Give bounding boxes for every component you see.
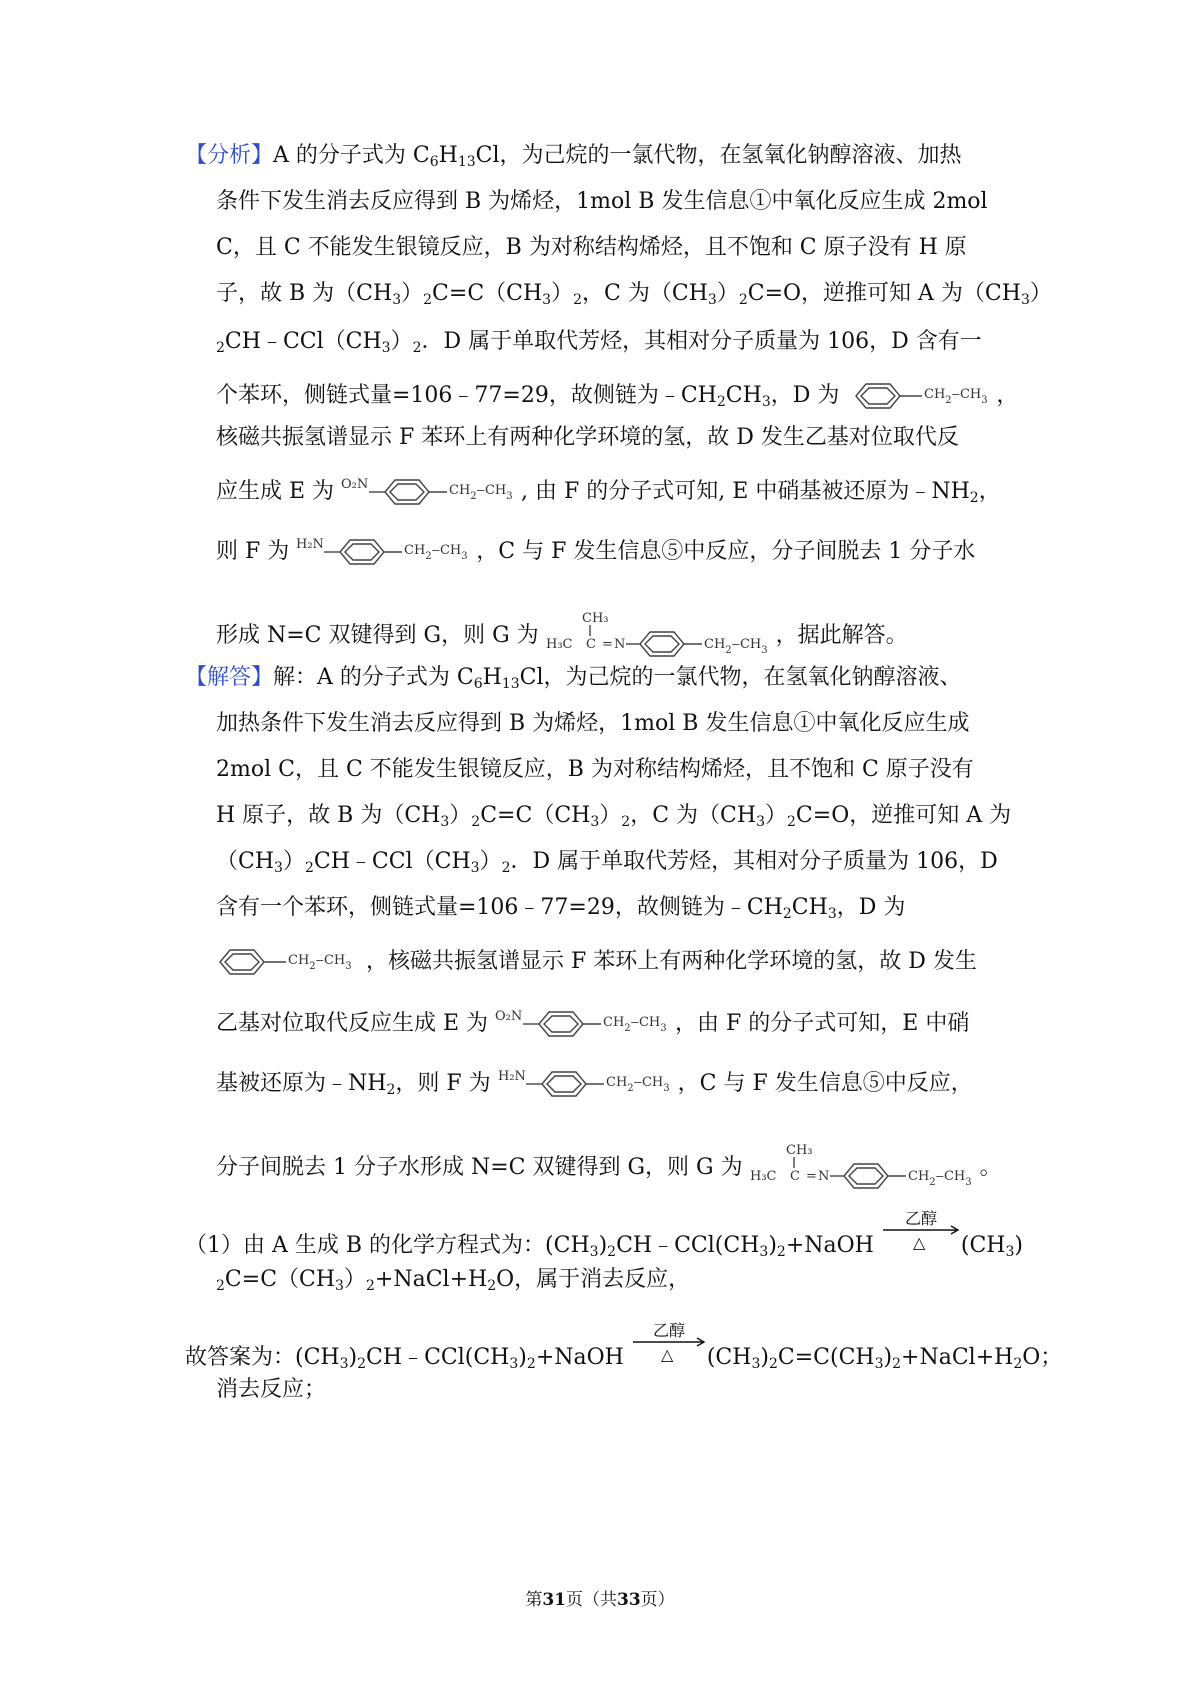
svg-text:H₂N: H₂N — [497, 1069, 526, 1084]
svg-text:C: C — [585, 637, 596, 652]
svg-text:CH2‒CH3: $CH_2‒CH_3$ — [907, 1169, 972, 1188]
analysis-line-8: 应生成 E 为 O₂N $CH_2‒CH_3$ , 由 F 的分子式可知, E 中硝基被还原为$﹣NH_2$， — [216, 474, 1001, 510]
svg-text:乙醇: 乙醇 — [652, 1321, 685, 1340]
analysis-line-5: $_2CH﹣CCl(CH_3)_2$．D 属于单取代芳烃，其相对分子质量为 106，D 含有一 — [216, 329, 982, 356]
answer-line-8: 乙基对位取代反应生成 E 为 O₂N $CH_2‒CH_3$ ，由 F 的分子式可知，E 中硝 — [216, 1006, 969, 1042]
svg-text:N: N — [817, 1169, 829, 1184]
answer-line-3: 2mol C，且 C 不能发生银镜反应，B 为对称结构烯烃，且不饱和 C 原子没有 — [216, 757, 974, 782]
svg-text:△: △ — [912, 1233, 926, 1252]
svg-text:O₂N: O₂N — [495, 1009, 523, 1024]
reaction-arrow — [881, 1208, 961, 1252]
analysis-line-4: 子，故 B 为$(CH_3)_2C=C(CH_3)_2$，C 为$(CH_3)_2C=O$，逆推可知 A 为$(CH_3)$ — [216, 281, 1052, 308]
answer-tag: 【解答】 — [185, 665, 274, 690]
nitro-ethylbenzene-structure-2 — [495, 1006, 675, 1042]
svg-text:CH₃: CH₃ — [581, 611, 609, 626]
ethylbenzene-structure — [846, 378, 996, 414]
analysis-line-10: 形成 N=C 双键得到 G，则 G 为 CH₃ H₃C C = N $CH_2‒CH_3$ ，据此解答。 — [216, 608, 908, 664]
svg-text:=: = — [601, 637, 613, 652]
analysis-line-6: 个苯环，侧链式量=106﹣77=29，故侧链为$﹣CH_2CH_3$，D 为 $CH_2‒CH_3$ ， — [216, 378, 1018, 414]
svg-text:CH2‒CH3: $CH_2‒CH_3$ — [924, 387, 989, 406]
svg-text:H₃C: H₃C — [545, 637, 573, 652]
svg-text:=: = — [805, 1169, 817, 1184]
svg-text:乙醇: 乙醇 — [904, 1209, 937, 1228]
analysis-line-3: C，且 C 不能发生银镜反应，B 为对称结构烯烃，且不饱和 C 原子没有 H 原 — [216, 235, 967, 260]
analysis-line-1: 【分析】A 的分子式为 $C_6H_{13}Cl$，为己烷的一氯代物，在氢氧化钠醇溶液、加热 — [185, 143, 962, 170]
q1-line-3: 故答案为：$(CH_3)_2CH﹣CCl(CH_3)_2+NaOH$ 乙醇 △ $(CH_3)_2C=C(CH_3)_2+NaCl+H_2O$； — [185, 1321, 1063, 1372]
answer-line-10: 分子间脱去 1 分子水形成 N=C 双键得到 G，则 G 为 CH₃ H₃C C = N $CH_2‒CH_3$ 。 — [216, 1140, 1002, 1196]
answer-line-9: 基被还原为$﹣NH_2$，则 F 为 H₂N $CH_2‒CH_3$ ，C 与 F 发生信息⑤中反应， — [216, 1066, 973, 1102]
svg-text:CH2‒CH3: $CH_2‒CH_3$ — [449, 483, 513, 502]
analysis-line-2: 条件下发生消去反应得到 B 为烯烃，1mol B 发生信息①中氧化反应生成 2mol — [216, 189, 988, 214]
svg-text:CH2‒CH3: $CH_2‒CH_3$ — [703, 637, 768, 656]
svg-text:CH2‒CH3: $CH_2‒CH_3$ — [605, 1075, 670, 1094]
svg-text:H₃C: H₃C — [749, 1169, 777, 1184]
amino-ethylbenzene-structure-2 — [498, 1066, 678, 1102]
nitro-ethylbenzene-structure — [341, 474, 521, 510]
answer-line-5: $(CH_3)_2CH﹣CCl(CH_3)_2$．D 属于单取代芳烃，其相对分子质量为 106，D — [216, 849, 998, 876]
svg-text:H₂N: H₂N — [296, 537, 325, 552]
reaction-arrow-2 — [631, 1320, 707, 1364]
analysis-line-7: 核磁共振氢谱显示 F 苯环上有两种化学环境的氢，故 D 发生乙基对位取代反 — [216, 425, 959, 450]
analysis-tag: 【分析】 — [185, 143, 274, 168]
answer-line-2: 加热条件下发生消去反应得到 B 为烯烃，1mol B 发生信息①中氧化反应生成 — [216, 711, 970, 736]
imine-G-structure-2 — [750, 1140, 980, 1196]
svg-text:C: C — [789, 1169, 800, 1184]
svg-text:O₂N: O₂N — [341, 477, 369, 492]
ethylbenzene-structure-2 — [216, 944, 366, 980]
svg-text:△: △ — [660, 1345, 674, 1364]
q1-line-1: （1）由 A 生成 B 的化学方程式为：$(CH_3)_2CH﹣CCl(CH_3)_2+NaOH$ 乙醇 △ $(CH_3)$ — [185, 1209, 1023, 1260]
answer-line-4: H 原子，故 B 为$(CH_3)_2C=C(CH_3)_2$，C 为$(CH_3)_2C=O$，逆推可知 A 为 — [216, 803, 1012, 830]
answer-line-7: $CH_2‒CH_3$ ，核磁共振氢谱显示 F 苯环上有两种化学环境的氢，故 D 发生 — [216, 944, 977, 980]
imine-G-structure — [546, 608, 776, 664]
svg-text:N: N — [613, 637, 626, 652]
svg-text:CH₃: CH₃ — [785, 1143, 813, 1158]
answer-line-1: 【解答】解：A 的分子式为 $C_6H_{13}Cl$，为己烷的一氯代物，在氢氧化钠醇溶液、 — [185, 665, 962, 692]
q1-line-2: $_2C=C(CH_3)_2+NaCl+H_2O$，属于消去反应， — [216, 1267, 691, 1294]
svg-text:CH2‒CH3: $CH_2‒CH_3$ — [603, 1015, 667, 1034]
svg-text:CH2‒CH3: $CH_2‒CH_3$ — [288, 953, 352, 972]
svg-text:CH2‒CH3: $CH_2‒CH_3$ — [404, 543, 468, 562]
amino-ethylbenzene-structure — [296, 534, 476, 570]
page-footer: 第31页（共33页） — [525, 1590, 675, 1610]
q1-line-4: 消去反应； — [216, 1377, 327, 1402]
answer-line-6: 含有一个苯环，侧链式量=106﹣77=29，故侧链为$﹣CH_2CH_3$，D 为 — [216, 895, 906, 922]
analysis-line-9: 则 F 为 H₂N $CH_2‒CH_3$ ，C 与 F 发生信息⑤中反应，分子间脱去 1 分子水 — [216, 534, 975, 570]
